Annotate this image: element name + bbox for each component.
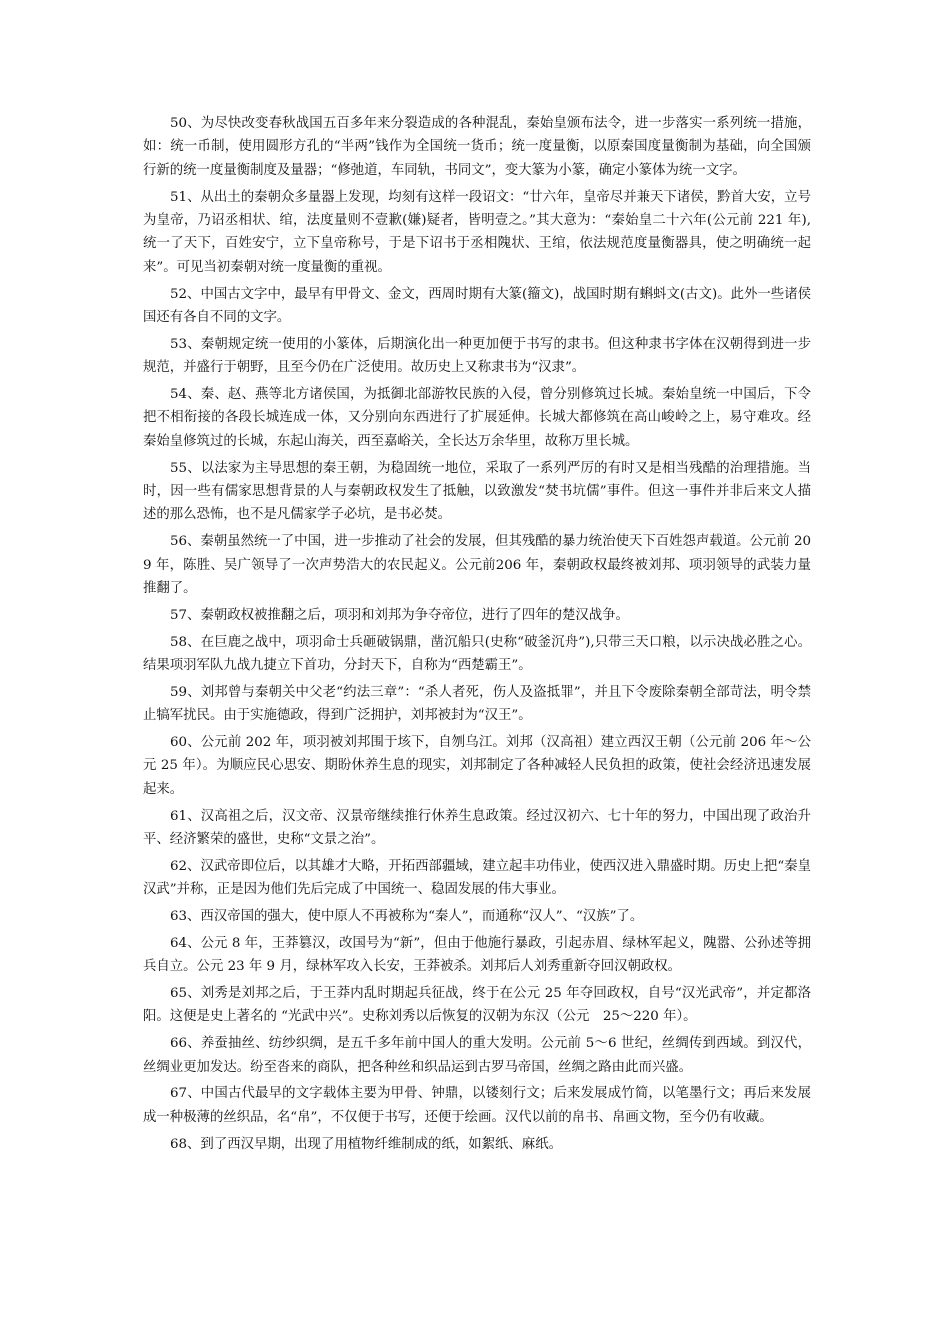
paragraph-66: 66、养蚕抽丝、纺纱织绸，是五千多年前中国人的重大发明。公元前 5～6 世纪，丝绸传到西域。到汉代，丝绸业更加发达。纷至沓来的商队，把各种丝和织品运到古罗马帝国，丝绸之路由此而兴盛。: [143, 1036, 811, 1075]
paragraph-60: 60、公元前 202 年，项羽被刘邦围于垓下，自刎乌江。刘邦（汉高祖）建立西汉王朝（公元前 206 年～公元 25 年）。为顺应民心思安、期盼休养生息的现实，刘邦制定了各种减轻人民负担的政策，使社会经济迅速发展起来。: [143, 735, 811, 797]
paragraph-57: 57、秦朝政权被推翻之后，项羽和刘邦为争夺帝位，进行了四年的楚汉战争。: [170, 607, 629, 623]
paragraph-64: 64、公元 8 年，王莽篡汉，改国号为“新”，但由于他施行暴政，引起赤眉、绿林军起义，隗嚣、公孙述等拥兵自立。公元 23 年 9 月，绿林军攻入长安，王莽被杀。刘邦后人刘秀重新夺回汉朝政权。: [143, 935, 811, 975]
paragraph-65: 65、刘秀是刘邦之后，于王莽内乱时期起兵征战，终于在公元 25 年夺回政权，自号“汉光武帝”，并定都洛阳。这便是史上著名的 “光武中兴”。史称刘秀以后恢复的汉朝为东汉（公元 25～220 年）。: [143, 986, 811, 1025]
paragraph-58: 58、在巨鹿之战中，项羽命士兵砸破锅鼎，凿沉船只(史称“破釜沉舟”),只带三天口粮，以示决战必胜之心。结果项羽军队九战九捷立下首功，分封天下，自称为“西楚霸王”。: [143, 634, 811, 674]
paragraph-67: 67、中国古代最早的文字载体主要为甲骨、钟鼎，以镂刻行文；后来发展成竹简，以笔墨行文；再后来发展成一种极薄的丝织品，名“帛”，不仅便于书写，还便于绘画。汉代以前的帛书、帛画文物，至今仍有收藏。: [143, 1086, 811, 1125]
paragraph-52: 52、中国古文字中，最早有甲骨文、金文，西周时期有大篆(籀文)，战国时期有蝌蚪文(古文)。此外一些诸侯国还有各自不同的文字。: [143, 286, 811, 326]
paragraph-55: 55、以法家为主导思想的秦王朝，为稳固统一地位，采取了一系列严厉的有时又是相当残酷的治理措施。当时，因一些有儒家思想背景的人与秦朝政权发生了抵触，以致激发“焚书坑儒”事件。但这一事件并非后来文人描述的那么恐怖，也不是凡儒家学子必坑，是书必焚。: [143, 460, 811, 523]
paragraph-50: 50、为尽快改变春秋战国五百多年来分裂造成的各种混乱，秦始皇颁布法令，进一步落实一系列统一措施，如：统一币制，使用圆形方孔的“半两”钱作为全国统一货币；统一度量衡，以原秦国度量衡制为基础，向全国颁行新的统一度量衡制度及量器；“修弛道，车同轨，书同文”，变大篆为小篆，确定小篆体为统一文字。: [143, 116, 811, 178]
paragraph-63: 63、西汉帝国的强大，使中原人不再被称为“秦人”，而通称“汉人”、“汉族”了。: [170, 909, 644, 925]
paragraph-61: 61、汉高祖之后，汉文帝、汉景帝继续推行休养生息政策。经过汉初六、七十年的努力，中国出现了政治升平、经济繁荣的盛世，史称“文景之治”。: [143, 808, 811, 848]
paragraph-56: 56、秦朝虽然统一了中国，进一步推动了社会的发展，但其残酷的暴力统治使天下百姓怨声载道。公元前 209 年，陈胜、吴广领导了一次声势浩大的农民起义。公元前206 年，秦朝政权最终被刘邦、项羽领导的武装力量推翻了。: [143, 534, 811, 597]
paragraph-51: 51、从出土的秦朝众多量器上发现，均刻有这样一段诏文：“廿六年，皇帝尽并兼天下诸侯，黔首大安，立号为皇帝，乃诏丞相状、绾，法度量则不壹歉(嫌)疑者，皆明壹之。”其大意为：“秦始皇二十六年(公元前 221 年),统一了天下，百姓安宁，立下皇帝称号，于是下诏书于丞相隗状、王绾，依法规范度量衡器具，使之明确统一起来”。可见当初秦朝对统一度量衡的重视。: [143, 189, 811, 275]
paragraph-68: 68、到了西汉早期，出现了用植物纤维制成的纸，如絮纸、麻纸。: [170, 1136, 562, 1152]
paragraph-59: 59、刘邦曾与秦朝关中父老“约法三章”：“杀人者死，伤人及盗抵罪”，并且下令废除秦朝全部苛法，明令禁止犒军扰民。由于实施德政，得到广泛拥护，刘邦被封为“汉王”。: [143, 684, 811, 724]
paragraph-62: 62、汉武帝即位后，以其雄才大略，开拓西部疆域，建立起丰功伟业，使西汉进入鼎盛时期。历史上把“秦皇汉武”并称，正是因为他们先后完成了中国统一、稳固发展的伟大事业。: [143, 858, 811, 898]
paragraph-53: 53、秦朝规定统一使用的小篆体，后期演化出一种更加便于书写的隶书。但这种隶书字体在汉朝得到进一步规范，并盛行于朝野，且至今仍在广泛使用。故历史上又称隶书为“汉隶”。: [143, 336, 811, 376]
paragraph-54: 54、秦、赵、燕等北方诸侯国，为抵御北部游牧民族的入侵，曾分别修筑过长城。秦始皇统一中国后，下令把不相衔接的各段长城连成一体，又分别向东西进行了扩展延伸。长城大都修筑在高山峻岭之上，易守难攻。经秦始皇修筑过的长城，东起山海关，西至嘉峪关，全长达万余华里，故称万里长城。: [143, 387, 811, 449]
document-body: [143, 112, 811, 1159]
